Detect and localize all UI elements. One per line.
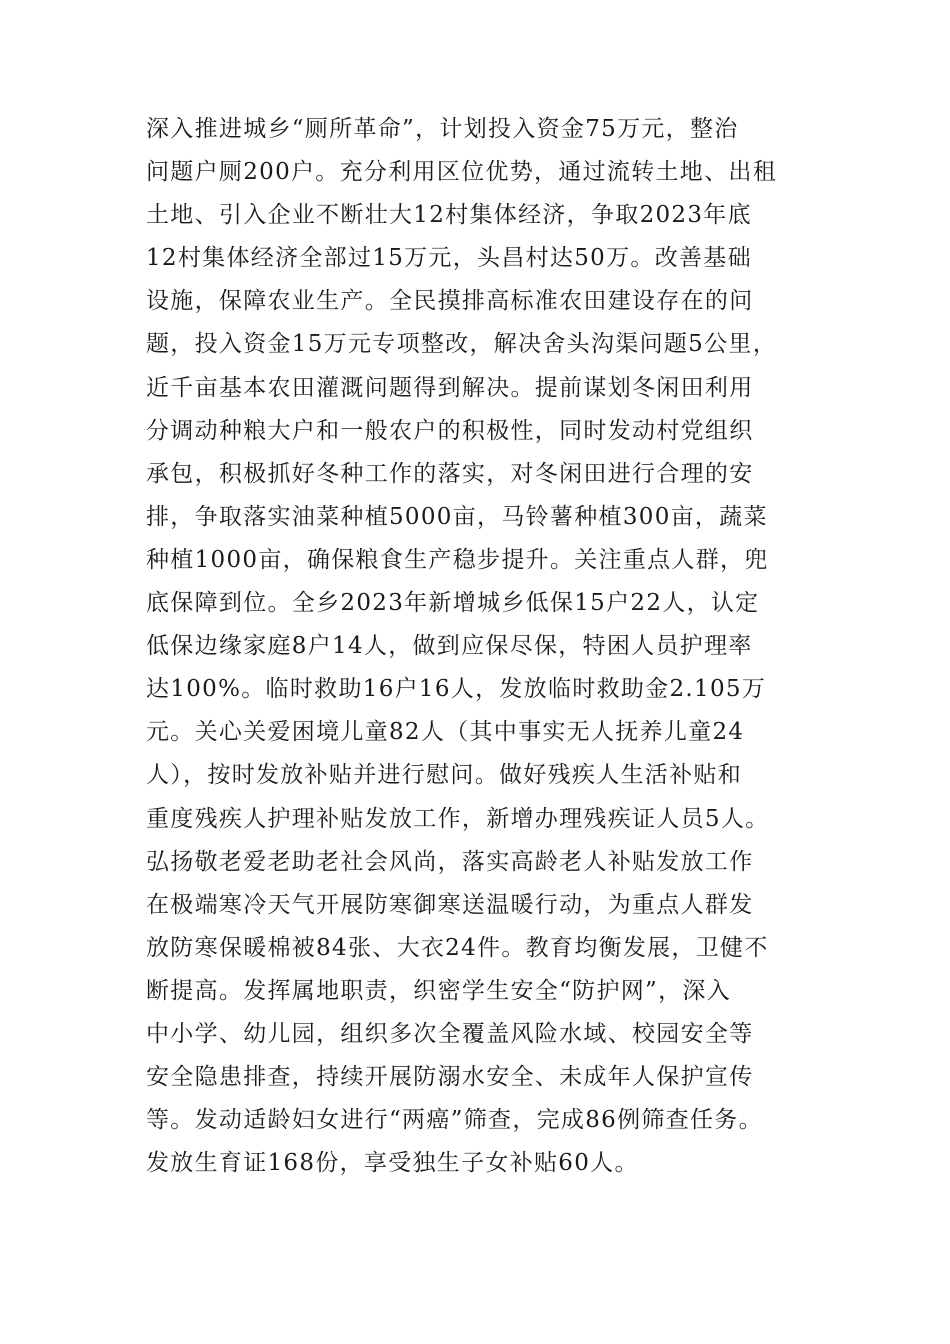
text-line: 种植1000亩，确保粮食生产稳步提升。关注重点人群，兜 (146, 546, 769, 573)
text-line: 中小学、幼儿园，组织多次全覆盖风险水域、校园安全等 (146, 1020, 754, 1047)
text-line: 承包，积极抓好冬种工作的落实，对冬闲田进行合理的安 (146, 460, 754, 487)
text-line: 发放生育证168份，享受独生子女补贴60人。 (146, 1150, 639, 1177)
text-line: 在极端寒冷天气开展防寒御寒送温暖行动，为重点人群发 (146, 891, 754, 918)
text-line: 底保障到位。全乡2023年新增城乡低保15户22人，认定 (146, 590, 760, 617)
text-line: 近千亩基本农田灌溉问题得到解决。提前谋划冬闲田利用 (146, 374, 754, 401)
text-line: 弘扬敬老爱老助老社会风尚，落实高龄老人补贴发放工作 (146, 848, 754, 875)
text-line: 深入推进城乡“厕所革命”，计划投入资金75万元，整治 (146, 116, 739, 142)
body-paragraph (146, 108, 846, 1185)
text-line: 分调动种粮大户和一般农户的积极性，同时发动村党组织 (146, 417, 754, 444)
text-line: 断提高。发挥属地职责，织密学生安全“防护网”，深入 (146, 977, 732, 1004)
text-line: 等。发动适龄妇女进行“两癌”筛查，完成86例筛查任务。 (146, 1107, 763, 1134)
text-line: 重度残疾人护理补贴发放工作，新增办理残疾证人员5人。 (146, 805, 770, 832)
text-line: 低保边缘家庭8户14人，做到应保尽保，特困人员护理率 (146, 633, 753, 660)
text-line: 问题户厕200户。充分利用区位优势，通过流转土地、出租 (146, 159, 777, 186)
text-line: 人），按时发放补贴并进行慰问。做好残疾人生活补贴和 (146, 762, 742, 789)
text-line: 设施，保障农业生产。全民摸排高标准农田建设存在的问 (146, 288, 754, 315)
text-line: 土地、引入企业不断壮大12村集体经济，争取2023年底 (146, 202, 752, 229)
text-line: 达100%。临时救助16户16人，发放临时救助金2.105万 (146, 676, 767, 703)
text-line: 放防寒保暖棉被84张、大衣24件。教育均衡发展，卫健不 (146, 934, 769, 961)
text-line: 排，争取落实油菜种植5000亩，马铃薯种植300亩，蔬菜 (146, 503, 768, 530)
text-line: 题，投入资金15万元专项整改，解决舍头沟渠问题5公里， (146, 331, 777, 358)
text-line: 元。关心关爱困境儿童82人（其中事实无人抚养儿童24 (146, 719, 745, 746)
text-line: 12村集体经济全部过15万元，头昌村达50万。改善基础 (146, 245, 752, 272)
text-line: 安全隐患排查，持续开展防溺水安全、未成年人保护宣传 (146, 1064, 754, 1091)
